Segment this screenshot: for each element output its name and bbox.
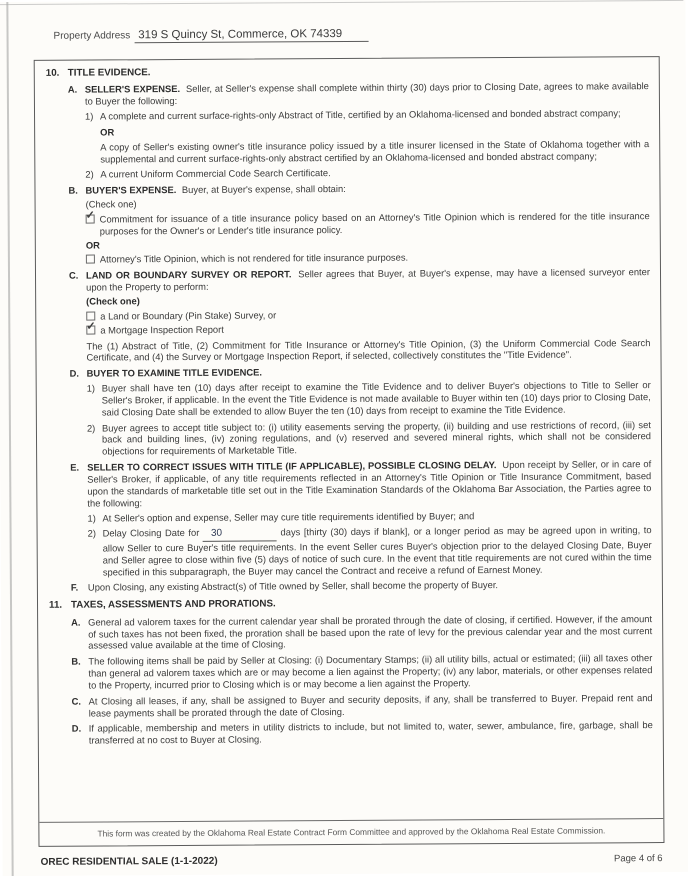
section-11-taxes	[49, 596, 653, 746]
clause-letter: D.	[69, 367, 80, 379]
option-mortgage-inspection	[86, 321, 650, 336]
contract-body-box	[34, 56, 665, 847]
checkmark-icon: ✓	[85, 209, 95, 222]
item-text: A current Uniform Commercial Code Search Certificate.	[100, 167, 331, 180]
clause-text: The following items shall be paid by Seller at Closing: (i) Documentary Stamps; (ii) all utility bills, actual or estimated; (iii) all taxes other than general ad valorem taxes which are or may become a lien against the Property; (iv) any labor, materials, or other expenses related to the Property, incurred prior to Closing which is or may become a lien against the Property.	[88, 652, 653, 691]
checkbox-title-commitment[interactable]	[85, 209, 95, 223]
clause-10b	[68, 181, 649, 266]
item-text: Buyer shall have ten (10) days after receipt to examine the Title Evidence and to deliver Buyer's objections to Title to Seller or Seller's Broker, if applicable. In the event the Title Evidence is not made available to Buyer within ten (10) days prior to Closing Date, said Closing Date shall be extended to allow Buyer the ten (10) days from receipt to examine the Title Evidence.	[101, 379, 651, 418]
item-spacer	[85, 141, 100, 165]
item-10d-1	[87, 379, 651, 418]
item-text: At Seller's option and expense, Seller may cure title requirements identified by Buyer; and	[102, 509, 475, 523]
item-10a-or-paragraph	[85, 138, 649, 165]
clause-text: Seller agrees that Buyer, at Buyer's expense, may have a licensed surveyor enter upon the Property to perform:	[86, 266, 651, 293]
section-number: 11.	[48, 600, 63, 612]
clause-heading: SELLER'S EXPENSE.	[84, 83, 181, 95]
section-number: 10.	[45, 67, 60, 79]
option-text: a Mortgage Inspection Report	[100, 323, 224, 336]
clause-11d	[72, 720, 653, 747]
item-text-post: days [thirty (30) days if blank], or a longer period as may be agreed upon in writing, to allow Seller to cure Buyer's title requirements. In the event Seller cures Buyer's objection prior to the delayed Closing Date, Buyer and Seller agree to close within five (5) days of notice of such cure. In the event that title requirements are not cured within the time specified in this subparagraph, the Buyer may cancel the Contract and receive a refund of Earnest Money.	[102, 524, 652, 578]
item-number: 1)	[87, 512, 96, 524]
page-number: Page 4 of 6	[613, 853, 663, 865]
item-number: 1)	[85, 110, 94, 122]
item-10a-1	[85, 107, 649, 122]
clause-letter: C.	[71, 695, 82, 707]
clause-text: If applicable, membership and meters in utility districts to include, but not limited to, water, sewer, ambulance, fire, garbage, shall be transferred at no cost to Buyer at Closing.	[88, 719, 653, 746]
section-title: TITLE EVIDENCE.	[67, 67, 151, 79]
clause-heading: BUYER'S EXPENSE.	[85, 184, 177, 196]
item-text-pre: Delay Closing Date for	[102, 527, 200, 539]
clause-11b	[71, 652, 652, 691]
item-number: 1)	[86, 382, 96, 394]
clause-10e	[70, 458, 652, 578]
clause-10d-heading	[70, 364, 651, 379]
checkbox-pin-stake-survey[interactable]	[86, 311, 95, 320]
section-10-heading	[46, 64, 649, 80]
form-name: OREC RESIDENTIAL SALE (1-1-2022)	[40, 855, 218, 868]
clause-heading: LAND OR BOUNDARY SURVEY OR REPORT.	[85, 268, 292, 281]
clause-letter: A.	[71, 616, 81, 628]
clause-letter: A.	[67, 83, 78, 96]
clause-text: Upon receipt by Seller, or in care of Seller's Broker, if applicable, of any title requirements reflected in an Attorney's Title Opinion or Title Insurance Commitment, based upon the standards of marketable title set out in the Title Examination Standards of the Oklahoma Bar Association, the Parties agree to the following:	[87, 458, 652, 509]
check-one-label: (Check one)	[85, 198, 137, 210]
checkmark-icon: ✓	[86, 320, 96, 333]
clause-letter: E.	[70, 461, 80, 473]
option-text: a Land or Boundary (Pin Stake) Survey, or	[100, 309, 277, 322]
clause-heading: SELLER TO CORRECT ISSUES WITH TITLE (IF APPLICABLE), POSSIBLE CLOSING DELAY.	[87, 459, 497, 473]
clause-10c-body	[69, 266, 650, 293]
clause-heading: BUYER TO EXAMINE TITLE EVIDENCE.	[86, 366, 263, 379]
clause-11c	[72, 692, 653, 719]
clause-text: Seller, at Seller's expense shall complete within thirty (30) days prior to Closing Date, agrees to make available to Buyer the following:	[84, 80, 649, 107]
item-10e-1	[87, 509, 651, 524]
delay-days-input[interactable]: 30	[203, 528, 277, 542]
option-title-commitment	[86, 210, 650, 237]
or-separator: OR	[100, 126, 115, 138]
property-address-label: Property Address	[53, 30, 131, 42]
property-address-value[interactable]: 319 S Quincy St, Commerce, OK 74339	[134, 28, 368, 43]
form-attribution-note	[39, 818, 663, 846]
clause-10e-body	[70, 458, 651, 509]
option-text: Commitment for issuance of a title insurance policy based on an Attorney's Title Opinion which is rendered for the title insurance purposes for the Owner's or Lender's title insurance policy.	[99, 210, 650, 237]
clause-letter: D.	[71, 723, 82, 735]
option-pin-stake-survey	[86, 307, 650, 322]
or-separator: OR	[85, 239, 100, 251]
option-text: Attorney's Title Opinion, which is not rendered for title insurance purposes.	[99, 252, 409, 265]
scan-edge-artifact-top	[0, 0, 683, 5]
item-10a-2	[85, 166, 649, 181]
section-11-heading	[49, 596, 652, 612]
check-one-label: (Check one)	[86, 295, 140, 307]
scan-edge-artifact	[6, 2, 13, 876]
clause-10f	[71, 579, 652, 594]
clause-text: General ad valorem taxes for the current calendar year shall be prorated through the date of closing, if certified. However, if the amount of such taxes has not been fixed, the proration shall be based upon the rate of levy for the previous calendar year and the most current assessed value available at the time of Closing.	[88, 612, 653, 651]
section-10-title-evidence	[46, 64, 652, 594]
property-address-row	[54, 28, 369, 44]
clause-10b-body	[68, 181, 649, 196]
option-attorney-opinion	[86, 251, 650, 266]
clause-10c	[69, 266, 651, 363]
checkbox-mortgage-inspection[interactable]	[86, 320, 96, 334]
clause-letter: B.	[68, 184, 78, 196]
clause-text: At Closing all leases, if any, shall be assigned to Buyer and security deposits, if any, shall be transferred to Buyer. Prepaid rent and lease payments shall be prorated through the date of Closing.	[88, 691, 653, 719]
clause-text: Upon Closing, any existing Abstract(s) of Title owned by Seller, shall become the property of Buyer.	[87, 579, 499, 594]
item-10d-2	[87, 419, 651, 458]
page-footer	[41, 853, 663, 868]
title-evidence-definition: The (1) Abstract of Title, (2) Commitment for Title Insurance or Attorney's Title Opinion, (3) the Uniform Commercial Code Search Certificate, and (4) the Survey or Mortgage Inspection Report, if selected, collectively constitutes the "Title Evidence".	[86, 336, 651, 363]
section-title: TAXES, ASSESSMENTS AND PRORATIONS.	[70, 598, 276, 611]
checkbox-attorney-opinion[interactable]	[86, 255, 95, 264]
item-text: A copy of Seller's existing owner's title insurance policy issued by a title insurer licensed in the State of Oklahoma together with a supplemental and current surface-rights-only abstract certified by an Oklahoma-licensed and bonded abstract company;	[100, 137, 650, 165]
clause-letter: F.	[70, 582, 79, 594]
item-10e-2	[88, 524, 652, 578]
clause-letter: B.	[71, 655, 81, 667]
item-text: Buyer agrees to accept title subject to: (i) utility easements serving the property, (ii) building and use restrictions of record, (iii) set back and building lines, (iv) zoning regulations, and (v) reserved and severed mineral rights, which shall not be considered objections for requirements of Marketable Title.	[101, 418, 652, 457]
note-text: This form was created by the Oklahoma Real Estate Contract Form Committee and approved by the Oklahoma Real Estate Commission.	[97, 825, 606, 839]
clause-letter: C.	[68, 269, 79, 281]
clause-10a	[68, 80, 650, 180]
clause-10d	[70, 364, 652, 457]
item-text: A complete and current surface-rights-only Abstract of Title, certified by an Oklahoma-licensed and bonded abstract company;	[100, 107, 621, 122]
clause-11a	[71, 613, 652, 652]
item-number: 2)	[86, 422, 96, 434]
item-number: 2)	[85, 168, 94, 180]
clause-text: Buyer, at Buyer's expense, shall obtain:	[181, 183, 346, 196]
item-number: 2)	[87, 527, 96, 539]
clause-10a-body	[68, 80, 649, 107]
